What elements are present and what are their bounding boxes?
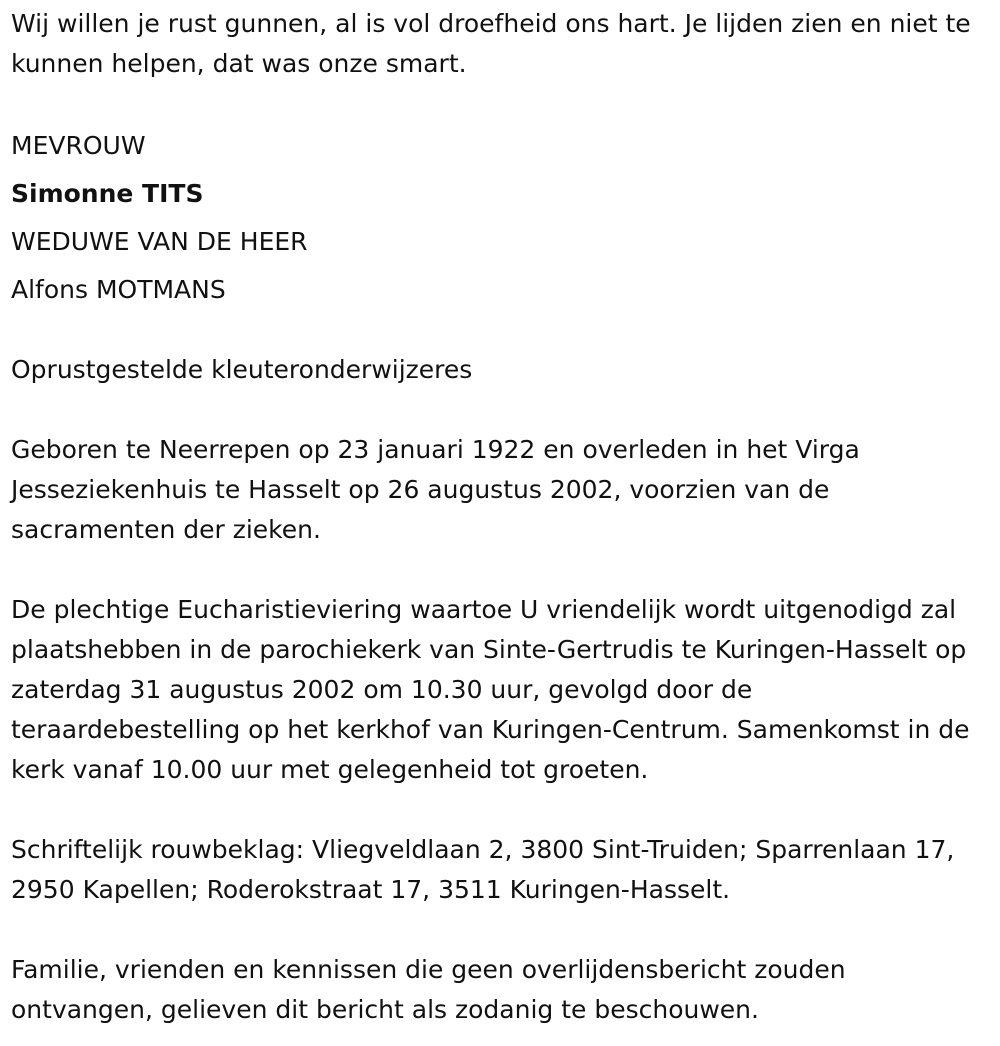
spacer [11, 84, 986, 124]
spacer [11, 314, 986, 350]
notice-paragraph: Familie, vrienden en kennissen die geen overlijdensbericht zouden ontvangen, gelieven dit bericht als zodanig te beschouwen. [11, 955, 846, 1024]
spacer [11, 550, 986, 590]
occupation: Oprustgestelde kleuteronderwijzeres [11, 355, 473, 384]
ceremony-paragraph: De plechtige Eucharistieviering waartoe U vriendelijk wordt uitgenodigd zal plaatshebben in de parochiekerk van Sinte-Gertrudis te Kuringen-Hasselt op zaterdag 31 augustus 2002 om 10.30 uur, gevolgd door de teraardebestelling op het kerkhof van Kuringen-Centrum. Samenkomst in de kerk vanaf 10.00 uur met gelegenheid tot groeten. [11, 595, 970, 784]
obituary-document [11, 4, 986, 1030]
widow-of-label: WEDUWE VAN DE HEER [11, 227, 308, 256]
intro-verse: Wij willen je rust gunnen, al is vol droefheid ons hart. Je lijden zien en niet te kunnen helpen, dat was onze smart. [11, 9, 971, 78]
honorific: MEVROUW [11, 131, 146, 160]
deceased-name: Simonne TITS [11, 179, 204, 208]
birth-death-paragraph: Geboren te Neerrepen op 23 januari 1922 en overleden in het Virga Jesseziekenhuis te Hasselt op 26 augustus 2002, voorzien van de sacramenten der zieken. [11, 435, 860, 544]
spacer [11, 910, 986, 950]
spacer [11, 790, 986, 830]
condolences-paragraph: Schriftelijk rouwbeklag: Vliegveldlaan 2, 3800 Sint-Truiden; Sparrenlaan 17, 2950 Kapellen; Roderokstraat 17, 3511 Kuringen-Hasselt. [11, 835, 955, 904]
spouse-name: Alfons MOTMANS [11, 275, 226, 304]
spacer [11, 390, 986, 430]
